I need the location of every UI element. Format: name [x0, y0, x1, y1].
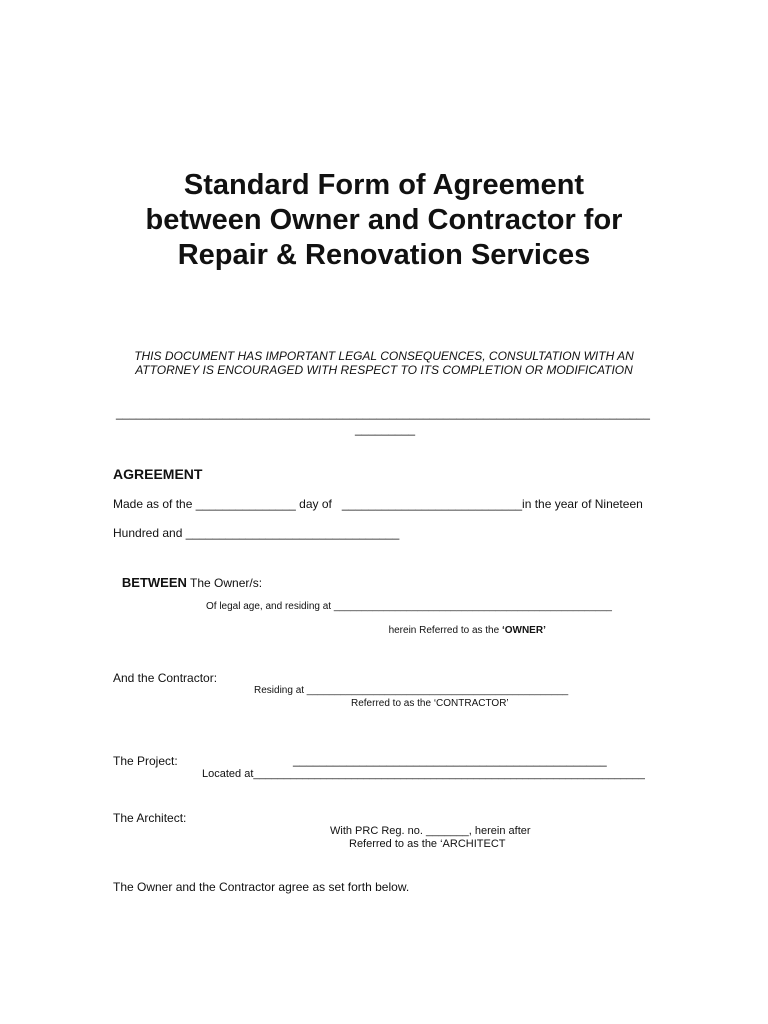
divider-line-1: ________________________________________________________________________________	[116, 406, 650, 420]
project-located-line: Located at________________________________________________________________	[202, 768, 645, 780]
owner-label: The Owner/s:	[186, 576, 263, 590]
between-label: BETWEEN	[121, 575, 187, 590]
owner-referred-line	[383, 614, 546, 636]
divider-line-2: _________	[355, 422, 416, 436]
document-title	[0, 168, 768, 273]
hundred-and-line: Hundred and ________________________________	[113, 526, 400, 540]
legal-notice	[0, 349, 768, 377]
between-owner-line	[113, 556, 262, 592]
owner-residing-line: Of legal age, and residing at __________________________________________________	[206, 601, 612, 612]
title-line-1: Standard Form of Agreement	[183, 169, 585, 201]
contractor-label: And the Contractor:	[113, 671, 218, 685]
title-line-2: between Owner and Contractor for	[145, 204, 623, 236]
agreement-heading: AGREEMENT	[113, 466, 203, 482]
contractor-residing-line: Residing at _______________________________________________	[254, 685, 569, 696]
made-as-of-line: Made as of the _______________ day of ___________________________in the year of Nineteen	[113, 497, 643, 511]
legal-notice-line-2: ATTORNEY IS ENCOURAGED WITH RESPECT TO ITS COMPLETION OR MODIFICATION	[135, 363, 633, 377]
legal-notice-line-1: THIS DOCUMENT HAS IMPORTANT LEGAL CONSEQUENCES, CONSULTATION WITH AN	[134, 349, 634, 363]
project-blank-line: _______________________________________________	[293, 753, 607, 767]
owner-referred-prefix: herein Referred to as the	[388, 625, 502, 636]
closing-statement: The Owner and the Contractor agree as set forth below.	[113, 880, 410, 894]
title-line-3: Repair & Renovation Services	[177, 239, 591, 271]
owner-referred-term: ‘OWNER’	[501, 625, 546, 636]
architect-prc-line: With PRC Reg. no. _______, herein after	[330, 825, 531, 837]
contractor-referred-line: Referred to as the ‘CONTRACTOR’	[351, 698, 509, 709]
architect-label: The Architect:	[113, 811, 187, 825]
architect-referred-line: Referred to as the ‘ARCHITECT	[349, 838, 506, 850]
project-label: The Project:	[113, 754, 178, 768]
